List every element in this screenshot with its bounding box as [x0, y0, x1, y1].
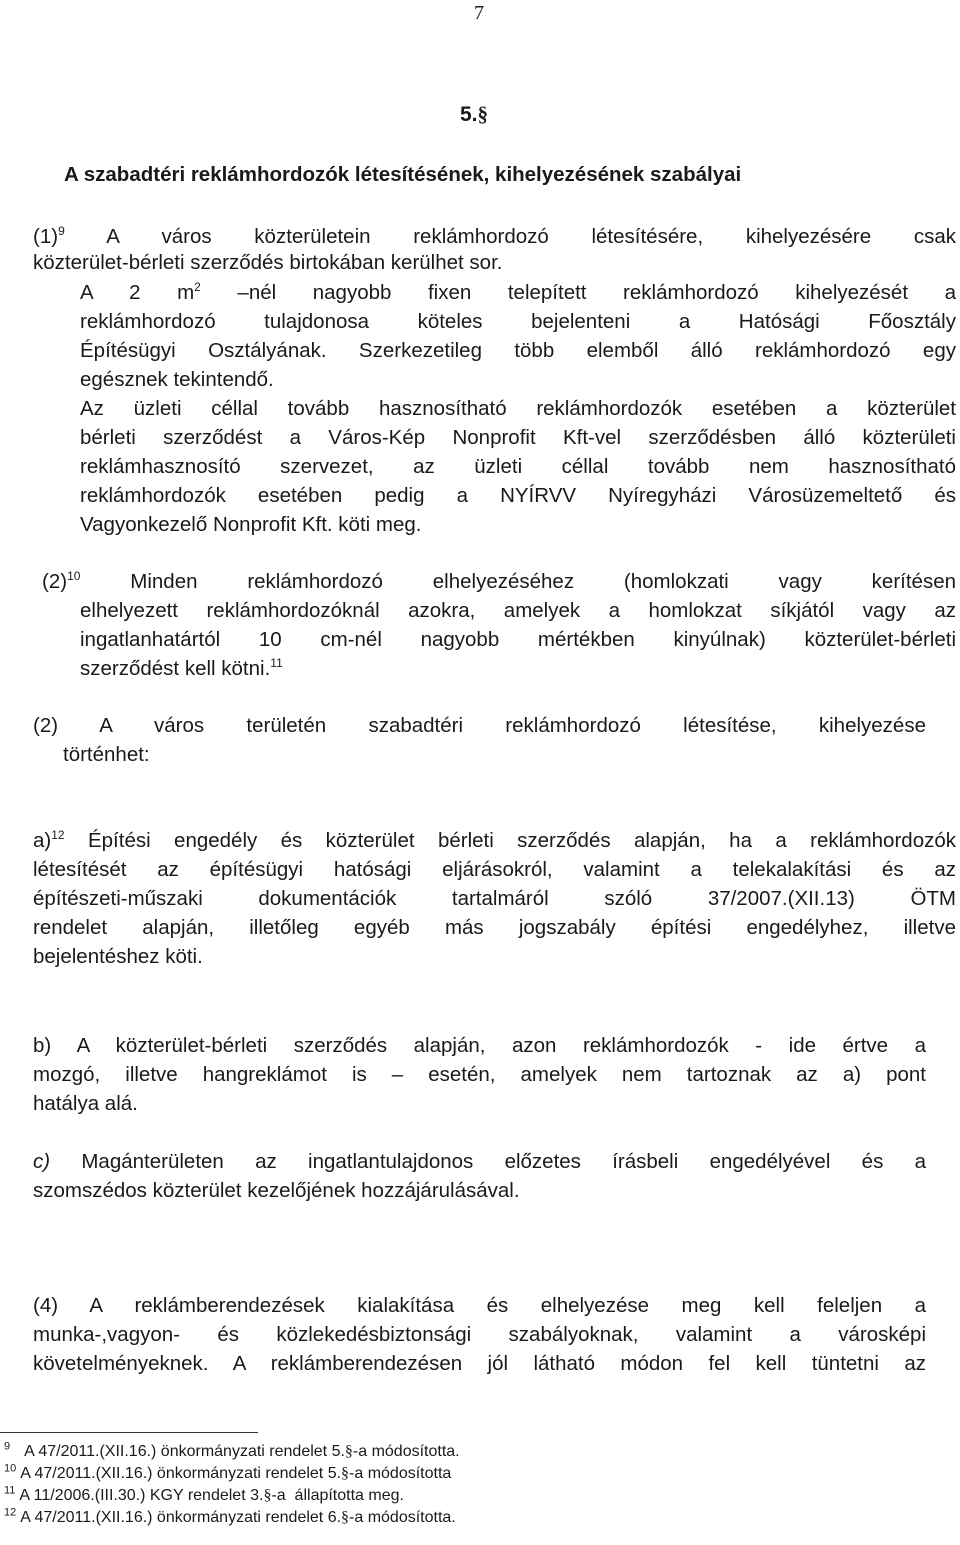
footnote-ref-12: 12	[51, 828, 65, 843]
footnote-ref-11: 11	[270, 656, 283, 671]
paragraph-1-line-2: közterület-bérleti szerződés birtokában kerülhet sor.	[33, 251, 503, 274]
footnote-9: $^9$ A 47/2011.(XII.16.) önkormányzati rendelet 5.§-a módosította.	[4, 1440, 460, 1460]
footnote-12: $^{12}$ A 47/2011.(XII.16.) önkormányzati rendelet 6.§-a módosította.	[4, 1506, 456, 1526]
section-heading	[460, 102, 488, 127]
section-number: 5.	[460, 103, 478, 126]
page-number: 7	[474, 2, 484, 24]
point-b-line-1: b) A közterület-bérleti szerződés alapján, azon reklámhordozók - ide értve a	[33, 1034, 926, 1057]
paragraph-4-line-1: (4) A reklámberendezések kialakítása és elhelyezése meg kell feleljen a	[33, 1294, 926, 1317]
paragraph-1	[33, 222, 956, 251]
point-a-label: a)	[33, 829, 52, 852]
paragraph-1b	[80, 278, 956, 394]
point-c-line-2: szomszédos közterület kezelőjének hozzájárulásával.	[33, 1179, 520, 1202]
document-title: A szabadtéri reklámhordozók létesítésének, kihelyezésének szabályai	[64, 163, 742, 186]
point-a	[33, 826, 956, 971]
point-c-line-1: c) Magánterületen az ingatlantulajdonos előzetes írásbeli engedélyével és a	[33, 1150, 926, 1173]
section-sign: §	[477, 102, 489, 126]
point-a-line-4: rendelet alapján, illetőleg egyéb más jogszabály építési engedélyhez, illetve	[33, 916, 956, 939]
paragraph-1c-line-2: bérleti szerződést a Város-Kép Nonprofit Kft-vel szerződésben álló közterületi	[80, 426, 956, 449]
paragraph-1b-line-3: Építésügyi Osztályának. Szerkezetileg több elemből álló reklámhordozó egy	[80, 339, 956, 362]
point-c	[33, 1147, 926, 1205]
paragraph-1b-line-4: egésznek tekintendő.	[80, 368, 274, 391]
paragraph-2-line-2: elhelyezett reklámhordozóknál azokra, amelyek a homlokzat síkjától vagy az	[80, 599, 956, 622]
paragraph-1c-line-1: Az üzleti céllal tovább hasznosítható reklámhordozók esetében a közterület	[80, 397, 956, 420]
paragraph-1c-line-3: reklámhasznosító szervezet, az üzleti céllal tovább nem hasznosítható	[80, 455, 956, 478]
point-c-label: c)	[33, 1150, 51, 1173]
footnote-ref-10: 10	[67, 569, 81, 584]
superscript-2: 2	[194, 280, 201, 295]
paragraph-4	[33, 1291, 926, 1378]
paragraph-1-label: (1)	[33, 225, 59, 248]
footnote-separator	[0, 1432, 258, 1433]
point-a-line-3: építészeti-műszaki dokumentációk tartalmáról szóló 37/2007.(XII.13) ÖTM	[33, 887, 956, 910]
footnote-11: $^{11}$ A 11/2006.(III.30.) KGY rendelet 3.§-a állapította meg.	[4, 1484, 404, 1504]
paragraph-2-line-1: $(2)^{10}$ Minden reklámhordozó elhelyezéséhez (homlokzati vagy kerítésen	[42, 569, 957, 593]
paragraph-2-label: (2)	[42, 570, 68, 593]
point-a-line-2: létesítését az építésügyi hatósági eljárásokról, valamint a telekalakítási és az	[33, 858, 956, 881]
paragraph-1c-line-5: Vagyonkezelő Nonprofit Kft. köti meg.	[80, 513, 422, 536]
paragraph-2b-line-2: történhet:	[63, 743, 150, 766]
point-b-line-2: mozgó, illetve hangreklámot is – esetén, amelyek nem tartoznak az a) pont	[33, 1063, 926, 1086]
footnote-ref-9: 9	[58, 224, 65, 239]
paragraph-4-line-3: követelményeknek. A reklámberendezésen jól látható módon fel kell tüntetni az	[33, 1352, 926, 1375]
paragraph-1c-line-4: reklámhordozók esetében pedig a NYÍRVV Nyíregyházi Városüzemeltető és	[80, 484, 956, 507]
paragraph-2b-line-1: (2) A város területén szabadtéri reklámhordozó létesítése, kihelyezése	[33, 714, 926, 737]
footnotes	[4, 1441, 460, 1529]
paragraph-2-line-3: ingatlanhatártól 10 cm-nél nagyobb mértékben kinyúlnak) közterület-bérleti	[80, 628, 956, 651]
paragraph-2	[42, 567, 956, 596]
point-a-line-1: a)$^{12}$ Építési engedély és közterület bérleti szerződés alapján, ha a reklámhordozók	[33, 828, 956, 852]
paragraph-4-line-2: munka-,vagyon- és közlekedésbiztonsági szabályoknak, valamint a városképi	[33, 1323, 926, 1346]
paragraph-1b-line-2: reklámhordozó tulajdonosa köteles bejelenteni a Hatósági Főosztály	[80, 310, 956, 333]
paragraph-2b	[33, 711, 926, 769]
paragraph-1b-line-1: A 2 $m^2$ –nél nagyobb fixen telepített reklámhordozó kihelyezését a	[80, 280, 956, 304]
point-b	[33, 1031, 926, 1118]
paragraph-1-line-1	[33, 222, 956, 251]
point-a-line-5: bejelentéshez köti.	[33, 945, 203, 968]
paragraph-1c	[80, 394, 956, 539]
paragraph-1-text: A város közterületein reklámhordozó létesítésére, kihelyezésére csak	[106, 225, 956, 248]
point-b-line-3: hatálya alá.	[33, 1092, 138, 1115]
paragraph-2-line-4: szerződést kell kötni.$^{11}$	[80, 656, 283, 680]
footnote-10: $^{10}$ A 47/2011.(XII.16.) önkormányzati rendelet 5.§-a módosította	[4, 1462, 452, 1482]
paragraph-2-body	[80, 596, 956, 683]
